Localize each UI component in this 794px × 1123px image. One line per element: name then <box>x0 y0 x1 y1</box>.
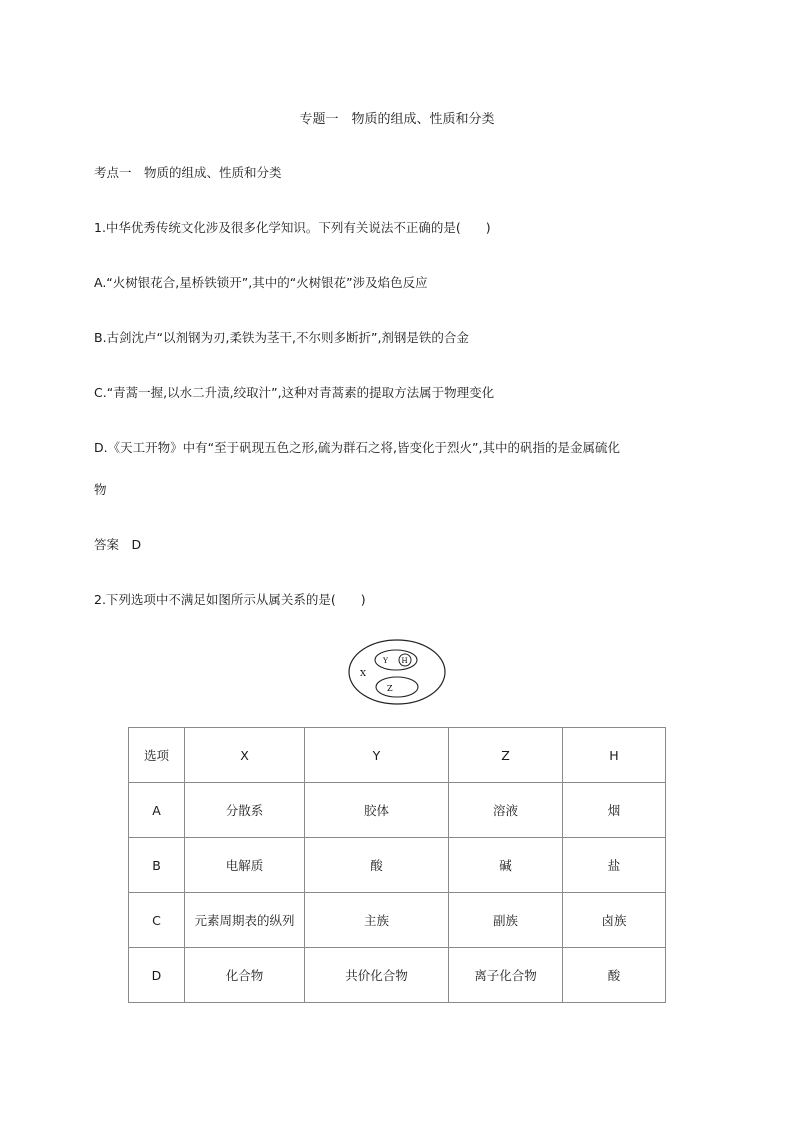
table-cell: 酸 <box>563 948 666 1003</box>
table-cell: 卤族 <box>563 893 666 948</box>
set-y-label: Y <box>383 656 388 665</box>
table-cell: 化合物 <box>185 948 305 1003</box>
table-header-row <box>129 728 666 783</box>
section-heading: 考点一 物质的组成、性质和分类 <box>94 165 282 180</box>
table-cell: 胶体 <box>305 783 449 838</box>
question-1-option-d-continued: 物 <box>94 482 107 497</box>
question-1-option-b: B.古剑沈卢“以剂钢为刃,柔铁为茎干,不尔则多断折”,剂钢是铁的合金 <box>94 330 469 345</box>
table-cell: 盐 <box>563 838 666 893</box>
table-row <box>129 893 666 948</box>
table-row <box>129 783 666 838</box>
table-cell: 副族 <box>449 893 563 948</box>
table-cell: 共价化合物 <box>305 948 449 1003</box>
table-cell: B <box>129 838 185 893</box>
set-z-ellipse <box>376 677 418 697</box>
table-cell: 烟 <box>563 783 666 838</box>
question-2-stem: 2.下列选项中不满足如图所示从属关系的是( ) <box>94 592 366 607</box>
set-z-label: Z <box>387 684 393 693</box>
table-header-cell: Z <box>449 728 563 783</box>
table-cell: 元素周期表的纵列 <box>185 893 305 948</box>
question-1-option-c: C.“青蒿一握,以水二升渍,绞取汁”,这种对青蒿素的提取方法属于物理变化 <box>94 385 495 400</box>
table-row <box>129 948 666 1003</box>
table-cell: 主族 <box>305 893 449 948</box>
table-cell: 溶液 <box>449 783 563 838</box>
table-header-cell: Y <box>305 728 449 783</box>
question-1-option-a: A.“火树银花合,星桥铁锁开”,其中的“火树银花”涉及焰色反应 <box>94 275 428 290</box>
table-cell: 酸 <box>305 838 449 893</box>
set-x-label: X <box>360 669 367 679</box>
question-1-stem: 1.中华优秀传统文化涉及很多化学知识。下列有关说法不正确的是( ) <box>94 220 491 235</box>
question-1-answer: 答案 D <box>94 537 142 552</box>
page-title: 专题一 物质的组成、性质和分类 <box>299 112 495 127</box>
table-header-cell: H <box>563 728 666 783</box>
table-cell: D <box>129 948 185 1003</box>
set-relationship-diagram <box>345 637 449 707</box>
table-header-cell: 选项 <box>129 728 185 783</box>
table-row <box>129 838 666 893</box>
table-header-cell: X <box>185 728 305 783</box>
table-cell: A <box>129 783 185 838</box>
set-h-label: H <box>401 657 408 665</box>
table-cell: 电解质 <box>185 838 305 893</box>
table-cell: 分散系 <box>185 783 305 838</box>
table-cell: 碱 <box>449 838 563 893</box>
options-table <box>128 727 666 1003</box>
question-1-option-d: D.《天工开物》中有“至于矾现五色之形,硫为群石之将,皆变化于烈火”,其中的矾指的是金属硫化 <box>94 440 620 455</box>
table-cell: C <box>129 893 185 948</box>
table-cell: 离子化合物 <box>449 948 563 1003</box>
